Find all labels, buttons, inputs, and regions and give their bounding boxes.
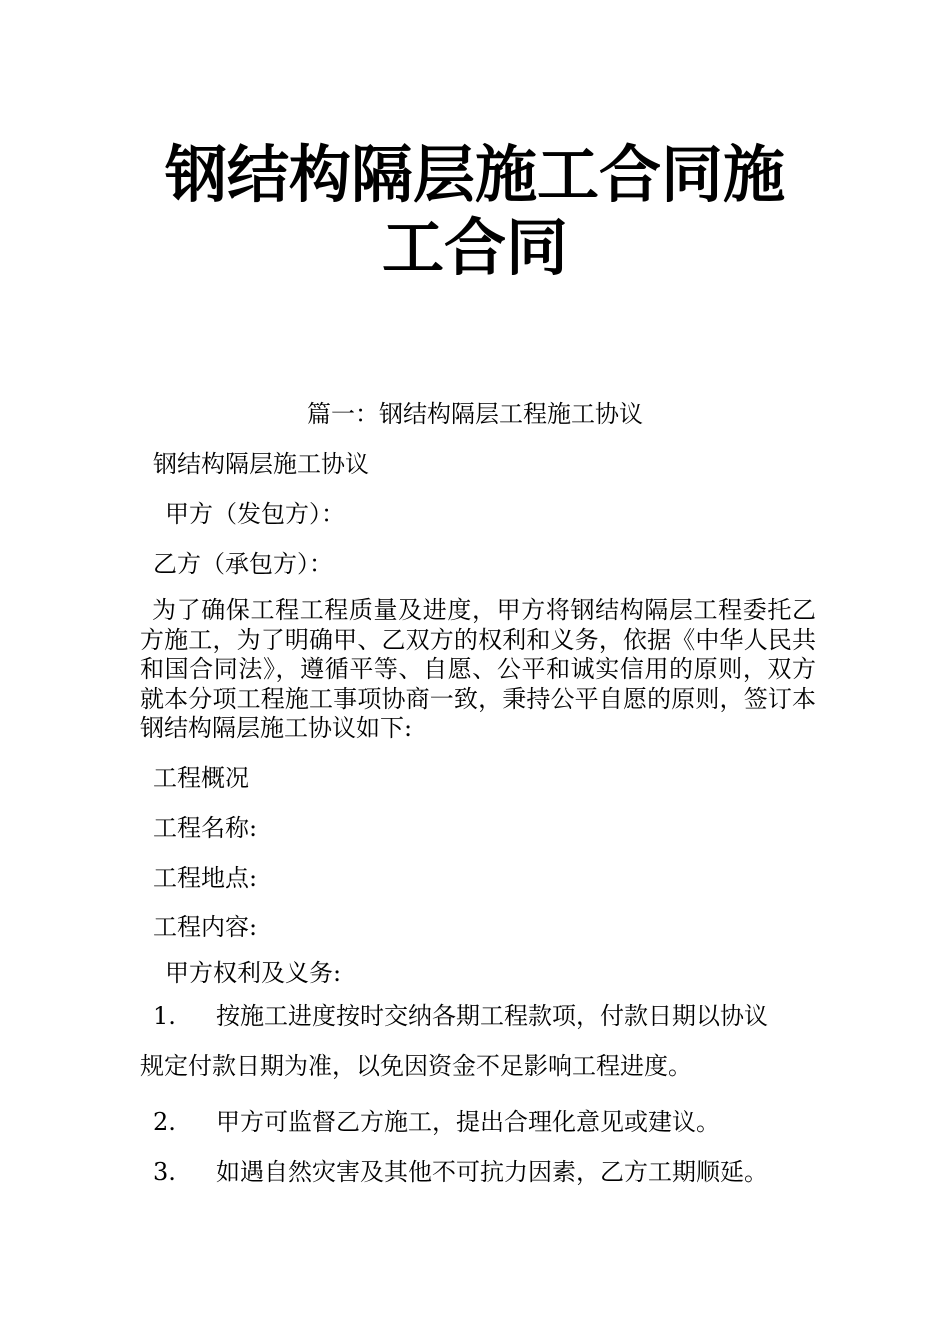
party-a-label: 甲方（发包方）： xyxy=(165,500,345,528)
list-item-text: 如遇自然灾害及其他不可抗力因素，乙方工期顺延。 xyxy=(216,1158,768,1186)
document-title-line2: 工合同 xyxy=(381,211,568,284)
document-title-line1: 钢结构隔层施工合同施 xyxy=(164,138,785,211)
project-location-label: 工程地点: xyxy=(153,864,258,892)
project-content-label: 工程内容: xyxy=(153,913,258,941)
intro-paragraph-text: 为了确保工程工程质量及进度，甲方将钢结构隔层工程委托乙方施工，为了明确甲、乙双方的权利和义务，依据《中华人民共和国合同法》，遵循平等、自愿、公平和诚实信用的原则，双方就本分项工程施工事项协商一致，秉持公平自愿的原则，签订本钢结构隔层施工协议如下: xyxy=(140,596,816,742)
party-b-label: 乙方（承包方）： xyxy=(153,550,333,578)
list-item-text: 按施工进度按时交纳各期工程款项，付款日期以协议 xyxy=(216,1002,768,1030)
agreement-name: 钢结构隔层施工协议 xyxy=(153,450,369,478)
overview-heading: 工程概况 xyxy=(153,764,249,792)
list-item-text: 甲方可监督乙方施工，提出合理化意见或建议。 xyxy=(216,1108,720,1136)
party-a-rights-heading: 甲方权利及义务: xyxy=(165,959,342,987)
list-item-number: 1. xyxy=(153,1002,176,1030)
list-item-number: 3. xyxy=(153,1158,176,1186)
project-name-label: 工程名称: xyxy=(153,814,258,842)
section-heading: 篇一：钢结构隔层工程施工协议 xyxy=(307,400,643,428)
intro-paragraph xyxy=(140,596,816,744)
list-item-text-continued: 规定付款日期为准，以免因资金不足影响工程进度。 xyxy=(140,1052,692,1080)
list-item-number: 2. xyxy=(153,1108,176,1136)
